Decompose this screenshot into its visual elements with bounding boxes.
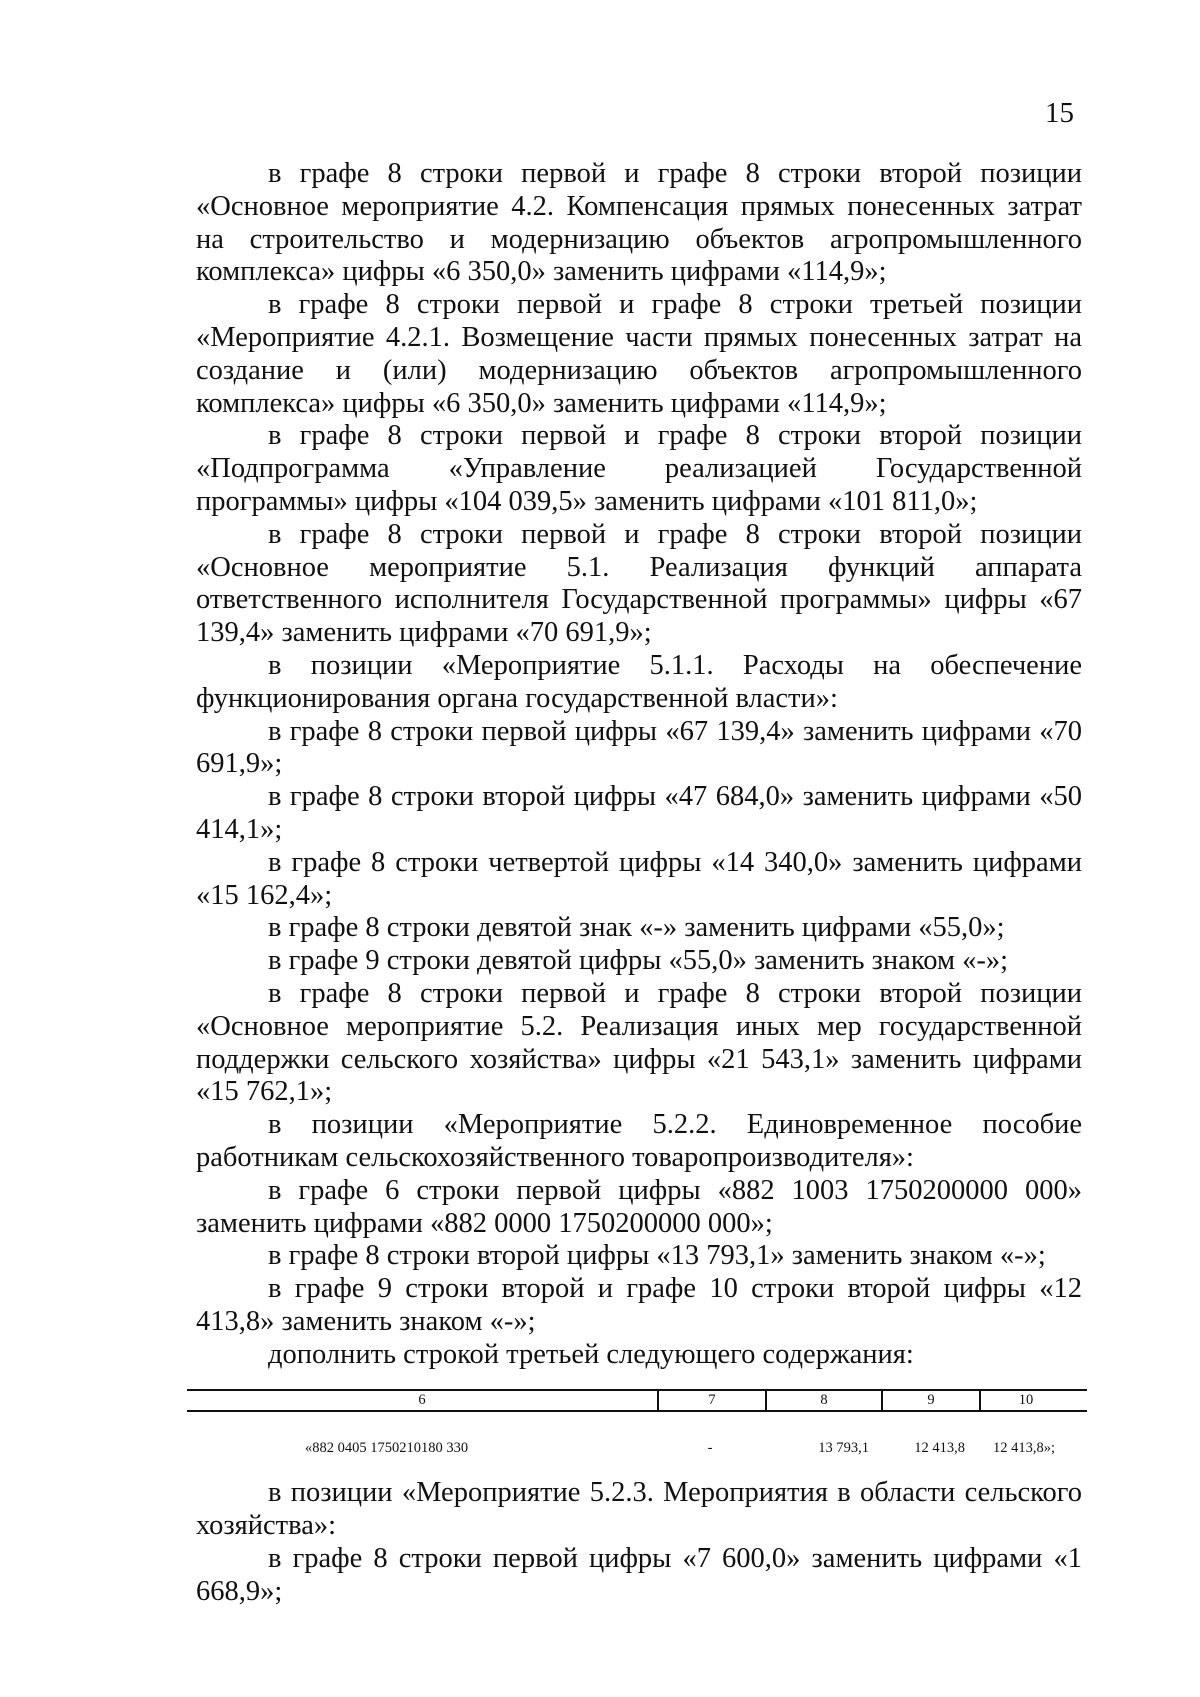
paragraph: дополнить строкой третьей следующего содержания:: [268, 1338, 914, 1370]
table-row: [187, 1439, 1087, 1457]
table-cell: 13 793,1: [818, 1440, 869, 1457]
paragraph: в графе 8 строки второй цифры «47 684,0» заменить цифрами «50 414,1»;: [196, 781, 1082, 845]
table-header-cell: 7: [659, 1391, 767, 1410]
paragraph: в графе 6 строки первой цифры «882 1003 1750200000 000» заменить цифрами «882 0000 1750200000 000»;: [196, 1174, 1082, 1239]
paragraph: в графе 8 строки первой и графе 8 строки второй позиции «Основное мероприятие 4.2. Компенсация прямых понесенных затрат на строительство и модернизацию объектов агропромышленного комплекса» цифры «6 350,0» заменить цифрами «114,9»;: [196, 158, 1082, 288]
table-cell: 12 413,8: [914, 1440, 965, 1457]
paragraph: в графе 8 строки четвертой цифры «14 340,0» заменить цифрами «15 162,4»;: [196, 846, 1082, 911]
table-header-row: [187, 1389, 1087, 1412]
table-cell: -: [707, 1440, 713, 1457]
page-number: 15: [1045, 97, 1074, 129]
paragraph: в графе 8 строки первой и графе 8 строки второй позиции «Основное мероприятие 5.2. Реализация иных мер государственной поддержки сельского хозяйства» цифры «21 543,1» заменить цифрами «15 762,1»;: [196, 977, 1082, 1108]
table-header-cell: 10: [1018, 1392, 1034, 1409]
paragraph: в графе 8 строки первой и графе 8 строки второй позиции «Основное мероприятие 5.1. Реализация функций аппарата ответственного исполнителя Государственной программы» цифры «67 139,4» заменить цифрами «70 691,9»;: [196, 518, 1082, 649]
insert-table: [187, 1389, 1087, 1457]
paragraph: в графе 8 строки первой и графе 8 строки второй позиции «Подпрограмма «Управление реализацией Государственной программы» цифры «104 039,5» заменить цифрами «101 811,0»;: [196, 420, 1082, 517]
paragraph: в графе 8 строки первой и графе 8 строки третьей позиции «Мероприятие 4.2.1. Возмещение части прямых понесенных затрат на создание и (или) модернизацию объектов агропромышленного комплекса» цифры «6 350,0» заменить цифрами «114,9»;: [196, 289, 1082, 419]
paragraph: в позиции «Мероприятие 5.2.3. Мероприятия в области сельского хозяйства»:: [196, 1477, 1082, 1542]
paragraph: в графе 8 строки девятой знак «-» заменить цифрами «55,0»;: [268, 912, 1005, 944]
paragraph: в графе 8 строки первой цифры «7 600,0» заменить цифрами «1 668,9»;: [196, 1543, 1082, 1607]
table-cell: 12 413,8»;: [992, 1440, 1055, 1457]
table-header-cell: 9: [883, 1391, 981, 1410]
document-body: [196, 158, 1082, 1609]
table-header-cell: 6: [187, 1391, 659, 1410]
paragraph: в графе 9 строки второй и графе 10 строки второй цифры «12 413,8» заменить знаком «-»;: [196, 1273, 1082, 1337]
paragraph: в графе 9 строки девятой цифры «55,0» заменить знаком «-»;: [268, 945, 1009, 977]
paragraph: в графе 8 строки первой цифры «67 139,4» заменить цифрами «70 691,9»;: [196, 715, 1082, 780]
paragraph: в графе 8 строки второй цифры «13 793,1» заменить знаком «-»;: [268, 1240, 1046, 1272]
paragraph: в позиции «Мероприятие 5.2.2. Единовременное пособие работникам сельскохозяйственного товаропроизводителя»:: [196, 1109, 1082, 1173]
table-header-cell: 8: [767, 1391, 883, 1410]
table-cell: «882 0405 1750210180 330: [305, 1440, 469, 1457]
paragraph: в позиции «Мероприятие 5.1.1. Расходы на обеспечение функционирования органа государственной власти»:: [196, 649, 1082, 714]
